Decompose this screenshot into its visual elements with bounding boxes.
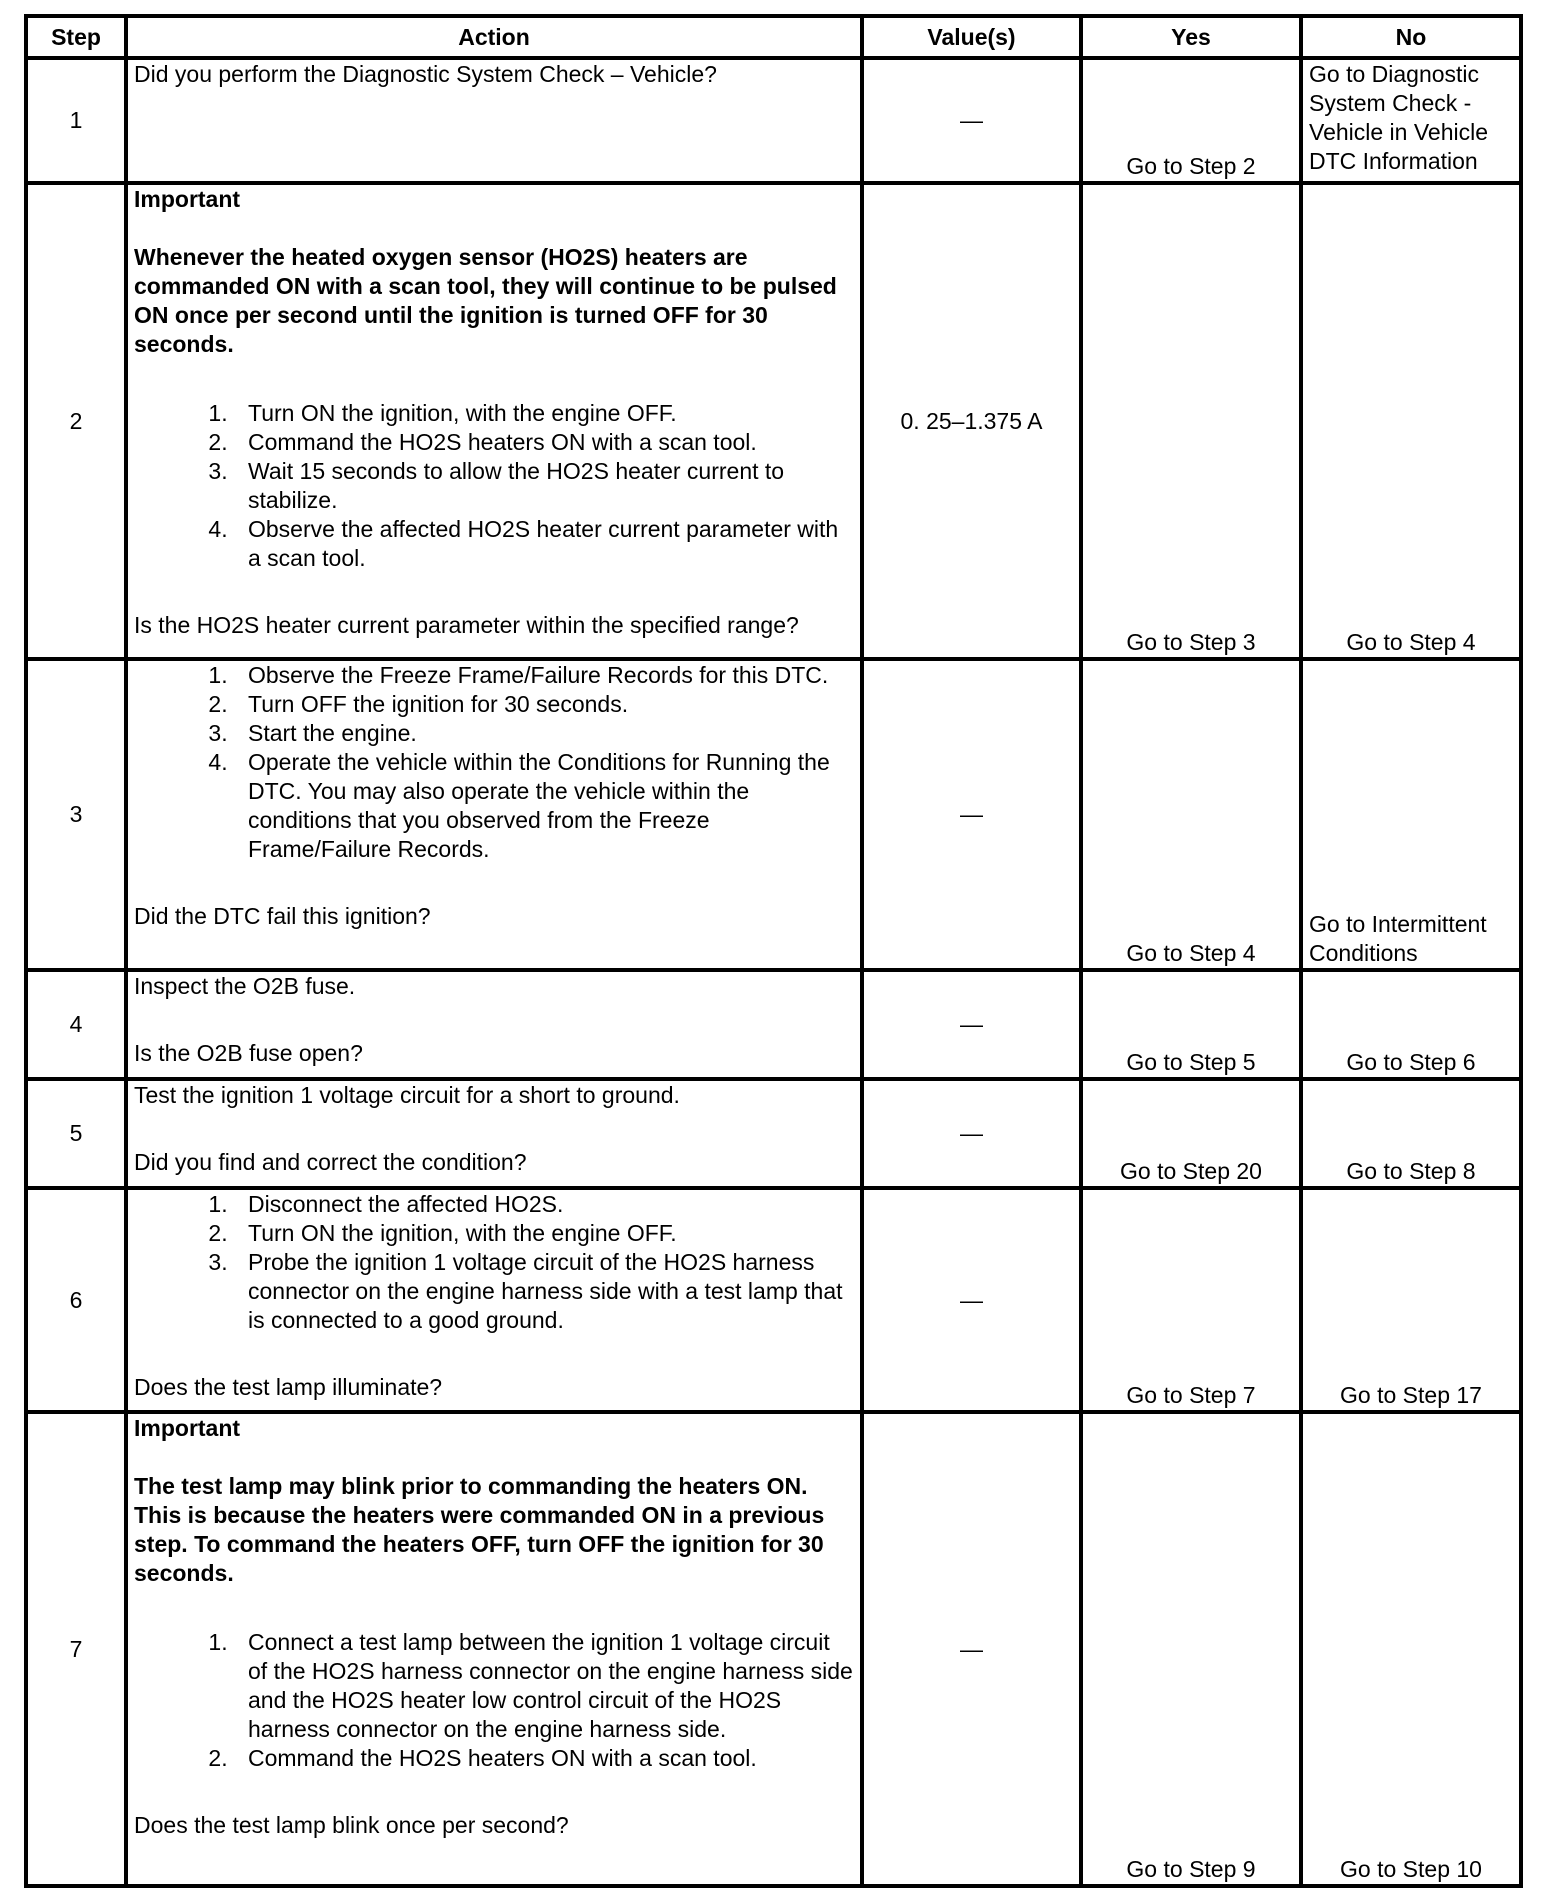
- yes-cell: Go to Step 5: [1081, 970, 1301, 1079]
- table-header-row: [26, 16, 1521, 58]
- table-row: [26, 659, 1521, 970]
- yes-cell: Go to Step 2: [1081, 58, 1301, 183]
- no-cell: Go to Step 6: [1301, 970, 1521, 1079]
- question-text: Did you find and correct the condition?: [134, 1149, 527, 1175]
- list-item: 1. Observe the Freeze Frame/Failure Records for this DTC.: [234, 661, 854, 690]
- table-row: [26, 970, 1521, 1079]
- procedure-list: [134, 1628, 854, 1773]
- yes-cell: Go to Step 4: [1081, 659, 1301, 970]
- value-cell: —: [862, 1079, 1081, 1188]
- list-item: 3. Start the engine.: [234, 719, 854, 748]
- procedure-list: [134, 399, 854, 573]
- question-text: Does the test lamp blink once per second?: [134, 1812, 569, 1838]
- action-cell: [126, 659, 862, 970]
- list-item: 2. Turn OFF the ignition for 30 seconds.: [234, 690, 854, 719]
- list-item: 4. Observe the affected HO2S heater current parameter with a scan tool.: [234, 515, 854, 573]
- yes-cell: Go to Step 7: [1081, 1188, 1301, 1412]
- no-cell: Go to Step 4: [1301, 183, 1521, 659]
- table-row: [26, 183, 1521, 659]
- step-number: 1: [26, 58, 126, 183]
- list-item: 3. Probe the ignition 1 voltage circuit of the HO2S harness connector on the engine harness side with a test lamp that is connected to a good ground.: [234, 1248, 854, 1335]
- table-row: [26, 1188, 1521, 1412]
- table-row: [26, 1079, 1521, 1188]
- list-item: 2. Command the HO2S heaters ON with a scan tool.: [234, 1744, 854, 1773]
- value-cell: —: [862, 970, 1081, 1079]
- list-item: 4. Operate the vehicle within the Conditions for Running the DTC. You may also operate the vehicle within the conditions that you observed from the Freeze Frame/Failure Records.: [234, 748, 854, 864]
- action-cell: [126, 1188, 862, 1412]
- action-cell: [126, 58, 862, 183]
- value-cell: —: [862, 1412, 1081, 1886]
- important-title: Important: [134, 1415, 241, 1441]
- table-row: [26, 58, 1521, 183]
- step-number: 6: [26, 1188, 126, 1412]
- header-no: No: [1301, 16, 1521, 58]
- step-number: 2: [26, 183, 126, 659]
- value-cell: 0. 25–1.375 A: [862, 183, 1081, 659]
- diagnostic-table: [24, 14, 1523, 1888]
- important-title: Important: [134, 186, 241, 212]
- list-item: 2. Command the HO2S heaters ON with a scan tool.: [234, 428, 854, 457]
- list-item: 2. Turn ON the ignition, with the engine OFF.: [234, 1219, 854, 1248]
- action-text: Did you perform the Diagnostic System Check – Vehicle?: [134, 61, 717, 87]
- action-cell: [126, 1079, 862, 1188]
- procedure-list: [134, 1190, 854, 1335]
- no-cell: Go to Step 17: [1301, 1188, 1521, 1412]
- value-cell: —: [862, 58, 1081, 183]
- no-cell: Go to Step 8: [1301, 1079, 1521, 1188]
- question-text: Is the O2B fuse open?: [134, 1040, 363, 1066]
- list-item: 1. Disconnect the affected HO2S.: [234, 1190, 854, 1219]
- important-text: The test lamp may blink prior to commanding the heaters ON. This is because the heaters were commanded ON in a previous step. To command the heaters OFF, turn OFF the ignition for 30 seconds.: [134, 1473, 825, 1586]
- no-cell: Go to Intermittent Conditions: [1301, 659, 1521, 970]
- question-text: Did the DTC fail this ignition?: [134, 903, 431, 929]
- action-cell: [126, 183, 862, 659]
- step-number: 7: [26, 1412, 126, 1886]
- no-cell: Go to Step 10: [1301, 1412, 1521, 1886]
- value-cell: —: [862, 1188, 1081, 1412]
- action-text: Test the ignition 1 voltage circuit for a short to ground.: [134, 1082, 680, 1108]
- no-cell: Go to Diagnostic System Check - Vehicle in Vehicle DTC Information: [1301, 58, 1521, 183]
- list-item: 1. Turn ON the ignition, with the engine OFF.: [234, 399, 854, 428]
- list-item: 3. Wait 15 seconds to allow the HO2S heater current to stabilize.: [234, 457, 854, 515]
- step-number: 3: [26, 659, 126, 970]
- header-values: Value(s): [862, 16, 1081, 58]
- action-cell: [126, 1412, 862, 1886]
- table-row: [26, 1412, 1521, 1886]
- procedure-list: [134, 661, 854, 864]
- question-text: Does the test lamp illuminate?: [134, 1374, 443, 1400]
- yes-cell: Go to Step 3: [1081, 183, 1301, 659]
- value-cell: —: [862, 659, 1081, 970]
- step-number: 4: [26, 970, 126, 1079]
- action-cell: [126, 970, 862, 1079]
- yes-cell: Go to Step 20: [1081, 1079, 1301, 1188]
- question-text: Is the HO2S heater current parameter within the specified range?: [134, 612, 799, 638]
- header-action: Action: [126, 16, 862, 58]
- header-step: Step: [26, 16, 126, 58]
- list-item: 1. Connect a test lamp between the ignition 1 voltage circuit of the HO2S harness connector on the engine harness side and the HO2S heater low control circuit of the HO2S harness connector on the engine harness side.: [234, 1628, 854, 1744]
- important-text: Whenever the heated oxygen sensor (HO2S) heaters are commanded ON with a scan tool, they will continue to be pulsed ON once per second until the ignition is turned OFF for 30 seconds.: [134, 244, 837, 357]
- header-yes: Yes: [1081, 16, 1301, 58]
- step-number: 5: [26, 1079, 126, 1188]
- action-text: Inspect the O2B fuse.: [134, 973, 356, 999]
- yes-cell: Go to Step 9: [1081, 1412, 1301, 1886]
